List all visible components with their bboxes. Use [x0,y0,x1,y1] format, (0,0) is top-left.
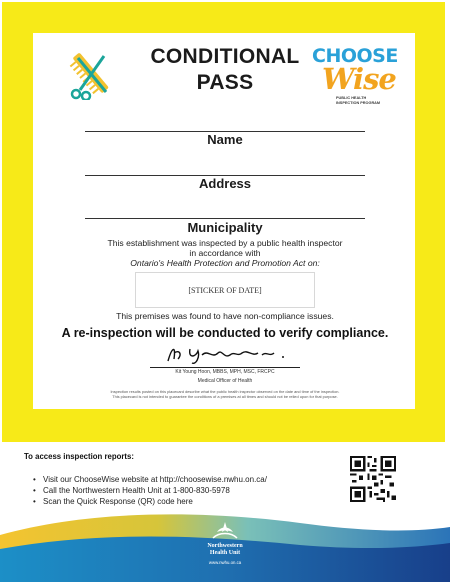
choosewise-logo-choose: CHOOSE [312,45,398,67]
address-label: Address [198,176,252,191]
page-title [135,44,315,96]
org-line-1: Northwestern [207,543,243,549]
statement-line-3: Ontario's Health Protection and Promotion Act on: [130,258,320,268]
title-line-1: CONDITIONAL [150,45,300,68]
nwhu-org-name [188,543,262,557]
access-reports-list [33,474,267,507]
reinspection-notice: A re-inspection will be conducted to verify compliance. [61,326,389,340]
signatory-role: Medical Officer of Health [197,378,253,384]
statement-line-1: This establishment was inspected by a public health inspector [107,238,343,248]
municipality-label: Municipality [187,220,263,235]
nwhu-url[interactable]: www.nwhu.on.ca [208,560,242,565]
list-item: • Call the Northwestern Health Unit at 1-800-830-5978 [33,485,267,496]
org-line-2: Health Unit [209,550,241,556]
noncompliance-text: This premises was found to have non-compliance issues. [116,311,334,321]
sticker-of-date-box: [STICKER OF DATE] [135,272,315,308]
disclaimer [40,389,410,399]
scissors-comb-icon [66,48,116,100]
access-reports-heading: To access inspection reports: [24,452,134,461]
inspection-statement [70,238,380,268]
list-item: • Scan the Quick Response (QR) code here [33,496,267,507]
signature-line [150,367,300,368]
signatory-name: Kit Young Hoon, MBBS, MPH, MSC, FRCPC [175,369,275,375]
logo-subtitle-line-2: INSPECTION PROGRAM [336,101,381,105]
municipality-line [85,218,365,219]
qr-code-icon[interactable] [350,456,396,502]
title-line-2: PASS [196,71,254,94]
list-item: • Visit our ChooseWise website at http://choosewise.nwhu.on.ca/ [33,474,267,485]
signature-image [162,341,292,367]
disclaimer-line-2: This placecard is not intended to guarantee the conditions of a premises at all times and should not be relied upon for that purpose. [112,394,338,399]
name-label: Name [207,132,243,147]
choosewise-logo-wise: Wise [322,62,396,96]
disclaimer-line-1: Inspection results posted on this placecard describe what the public health inspector observed on the date and time of the inspection. [110,389,340,394]
choosewise-logo-subtitle [336,96,396,106]
statement-line-2: in accordance with [189,248,261,258]
logo-subtitle-line-1: PUBLIC HEALTH [336,96,367,100]
